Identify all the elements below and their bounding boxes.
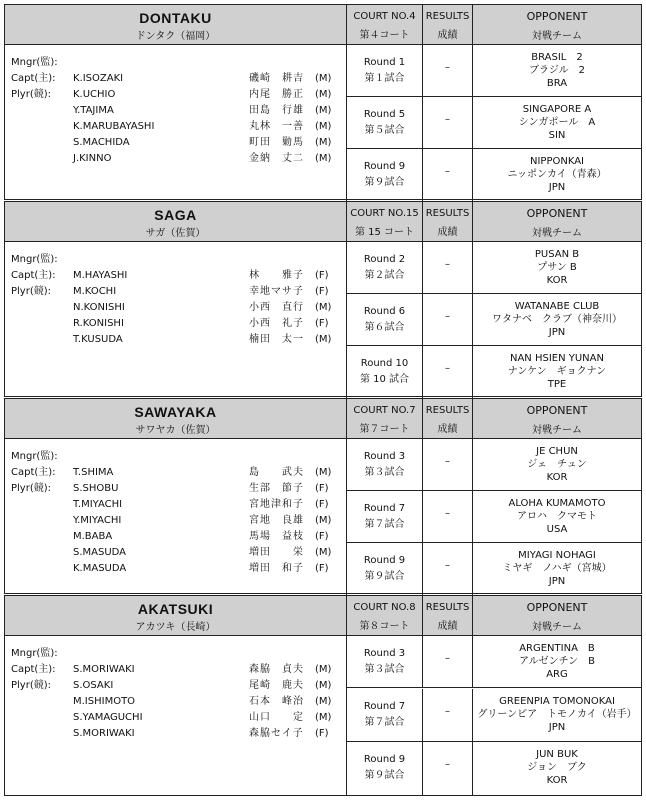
opponent-name-jp: グリーンピア トモノカイ（岩手）	[477, 709, 637, 720]
result-cell: –	[423, 543, 473, 595]
round-label: Round 3	[363, 451, 406, 462]
round-cell	[347, 242, 423, 293]
opponent-header	[473, 5, 641, 44]
opponent-cell	[473, 439, 641, 490]
member-sex: (M)	[315, 121, 332, 132]
member-name-jp: 石本 峰治	[249, 696, 304, 707]
match-row	[347, 543, 641, 595]
match-row	[347, 45, 641, 97]
opponent-cell	[473, 636, 641, 687]
team-name: AKATSUKI	[137, 601, 214, 617]
opponent-name: BRASIL 2	[531, 52, 583, 63]
round-label: Round 6	[363, 306, 406, 317]
opponent-header	[473, 399, 641, 438]
role-manager: Mngr(監):	[11, 57, 58, 68]
member-sex: (F)	[315, 531, 329, 542]
opponent-name: NAN HSIEN YUNAN	[509, 353, 604, 364]
opponent-name: PUSAN B	[534, 249, 580, 260]
role-captain: Capt(主):	[11, 270, 56, 281]
member-sex: (M)	[315, 680, 332, 691]
opponent-name: ALOHA KUMAMOTO	[508, 498, 606, 509]
member-name: K.MARUBAYASHI	[73, 121, 155, 132]
member-name-jp: 山口 定	[249, 712, 304, 723]
opponent-cell	[473, 97, 641, 148]
member-sex: (M)	[315, 664, 332, 675]
match-row	[347, 742, 641, 795]
results-label-jp: 成績	[437, 227, 458, 238]
member-row	[73, 87, 341, 103]
round-label: Round 9	[363, 555, 406, 566]
member-name: N.KONISHI	[73, 302, 125, 313]
opponent-name-jp: ニッポンカイ（青森）	[507, 169, 607, 180]
member-name: Y.TAJIMA	[73, 105, 114, 116]
member-name-jp: 宮地 良雄	[249, 515, 304, 526]
results-header	[423, 202, 473, 241]
member-sex: (F)	[315, 286, 329, 297]
member-name: M.BABA	[73, 531, 113, 542]
team-name-jp: サガ（佐賀）	[145, 228, 206, 239]
round-label: Round 7	[363, 701, 406, 712]
opponent-label: OPPONENT	[526, 207, 588, 220]
member-sex: (M)	[315, 73, 332, 84]
team-body	[5, 636, 641, 795]
match-list	[347, 439, 641, 595]
opponent-country: JPN	[548, 182, 566, 193]
member-list	[5, 45, 347, 201]
opponent-cell	[473, 742, 641, 795]
member-name-jp: 小西 直行	[249, 302, 304, 313]
role-labels	[11, 55, 58, 103]
round-cell	[347, 439, 423, 490]
round-label-jp: 第２試合	[364, 270, 405, 281]
member-name: T.MIYACHI	[73, 499, 123, 510]
member-name-jp: 幸地マサ子	[249, 286, 304, 297]
court-label-jp: 第 15 コート	[354, 227, 415, 238]
court-label: COURT NO.7	[353, 405, 416, 416]
round-cell	[347, 149, 423, 201]
results-label: RESULTS	[425, 405, 470, 416]
court-cell	[347, 5, 423, 44]
role-player: Plyr(競):	[11, 483, 52, 494]
opponent-name-jp: ミヤギ ノハギ（宮城）	[502, 563, 612, 574]
member-list	[5, 242, 347, 398]
member-name-jp: 田島 行雄	[249, 105, 304, 116]
member-row	[73, 678, 341, 694]
result-cell: –	[423, 689, 473, 741]
round-cell	[347, 543, 423, 595]
role-labels	[11, 252, 58, 300]
member-sex: (M)	[315, 696, 332, 707]
court-cell	[347, 596, 423, 635]
opponent-name: SINGAPORE A	[522, 104, 592, 115]
team-header	[5, 202, 641, 242]
member-row	[73, 316, 341, 332]
role-manager: Mngr(監):	[11, 254, 58, 265]
round-label-jp: 第６試合	[364, 322, 405, 333]
member-sex: (M)	[315, 153, 332, 164]
round-label-jp: 第７試合	[364, 519, 405, 530]
team-name-cell	[5, 596, 347, 635]
member-name-jp: 丸林 一善	[249, 121, 304, 132]
opponent-name: ARGENTINA B	[519, 643, 595, 654]
team-name: SAGA	[154, 207, 197, 223]
round-cell	[347, 491, 423, 542]
opponent-name-jp: アロハ クマモト	[517, 511, 597, 522]
role-captain: Capt(主):	[11, 664, 56, 675]
role-player: Plyr(競):	[11, 89, 52, 100]
opponent-country: USA	[546, 524, 568, 535]
court-cell	[347, 202, 423, 241]
result-cell: –	[423, 97, 473, 148]
team-block-1	[4, 201, 642, 397]
member-sex: (M)	[315, 467, 332, 478]
team-name: DONTAKU	[139, 10, 212, 26]
opponent-country: ARG	[546, 669, 568, 680]
member-sex: (F)	[315, 483, 329, 494]
opponent-country: JPN	[548, 327, 566, 338]
member-sex: (F)	[315, 728, 329, 739]
match-list	[347, 242, 641, 398]
member-row	[73, 71, 341, 87]
opponent-country: KOR	[546, 775, 568, 786]
member-name-jp: 馬場 益枝	[249, 531, 304, 542]
result-cell: –	[423, 491, 473, 542]
team-name-cell	[5, 202, 347, 241]
team-body	[5, 45, 641, 201]
team-header	[5, 596, 641, 636]
match-row	[347, 346, 641, 398]
round-label-jp: 第９試合	[364, 571, 405, 582]
opponent-label-jp: 対戦チーム	[532, 228, 582, 239]
team-body	[5, 242, 641, 398]
member-sex: (M)	[315, 89, 332, 100]
member-row	[73, 119, 341, 135]
opponent-name-jp: シンガポール A	[518, 117, 596, 128]
member-name-jp: 増田 和子	[249, 563, 304, 574]
result-cell: –	[423, 636, 473, 687]
member-row	[73, 300, 341, 316]
role-manager: Mngr(監):	[11, 648, 58, 659]
opponent-label: OPPONENT	[526, 404, 588, 417]
member-name: K.UCHIO	[73, 89, 116, 100]
opponent-cell	[473, 346, 641, 398]
opponent-label: OPPONENT	[526, 601, 588, 614]
role-captain: Capt(主):	[11, 467, 56, 478]
round-cell	[347, 294, 423, 345]
match-row	[347, 439, 641, 491]
member-name-jp: 小西 礼子	[249, 318, 304, 329]
opponent-country: TPE	[547, 379, 567, 390]
match-row	[347, 294, 641, 346]
court-label: COURT NO.8	[353, 602, 416, 613]
member-name: S.YAMAGUCHI	[73, 712, 143, 723]
match-row	[347, 149, 641, 201]
results-label: RESULTS	[425, 11, 470, 22]
opponent-name-jp: ワタナベ クラブ（神奈川）	[492, 314, 622, 325]
result-cell: –	[423, 294, 473, 345]
court-cell	[347, 399, 423, 438]
opponent-cell	[473, 242, 641, 293]
team-block-3	[4, 595, 642, 796]
round-label: Round 10	[360, 358, 409, 369]
match-list	[347, 45, 641, 201]
results-label-jp: 成績	[437, 424, 458, 435]
member-sex: (F)	[315, 499, 329, 510]
result-cell: –	[423, 242, 473, 293]
opponent-label-jp: 対戦チーム	[532, 622, 582, 633]
results-header	[423, 399, 473, 438]
member-name: S.SHOBU	[73, 483, 119, 494]
member-name: S.OSAKI	[73, 680, 114, 691]
opponent-header	[473, 202, 641, 241]
round-label-jp: 第 10 試合	[359, 374, 410, 385]
match-row	[347, 491, 641, 543]
results-header	[423, 5, 473, 44]
role-player: Plyr(競):	[11, 286, 52, 297]
match-row	[347, 242, 641, 294]
round-cell	[347, 346, 423, 398]
opponent-cell	[473, 689, 641, 741]
member-row	[73, 694, 341, 710]
member-row	[73, 662, 341, 678]
member-name: M.HAYASHI	[73, 270, 128, 281]
member-sex: (M)	[315, 547, 332, 558]
member-name-jp: 町田 勦馬	[249, 137, 304, 148]
round-label: Round 3	[363, 648, 406, 659]
opponent-country: KOR	[546, 275, 568, 286]
member-name-jp: 増田 栄	[249, 547, 304, 558]
member-row	[73, 561, 341, 577]
team-name-cell	[5, 5, 347, 44]
team-name-cell	[5, 399, 347, 438]
member-name-jp: 金納 丈二	[249, 153, 304, 164]
opponent-country: BRA	[546, 78, 568, 89]
round-label-jp: 第９試合	[364, 770, 405, 781]
member-name: M.ISHIMOTO	[73, 696, 136, 707]
member-sex: (F)	[315, 563, 329, 574]
role-manager: Mngr(監):	[11, 451, 58, 462]
member-name-jp: 尾崎 鹿夫	[249, 680, 304, 691]
round-cell	[347, 742, 423, 795]
member-list	[5, 439, 347, 595]
opponent-cell	[473, 294, 641, 345]
member-name: T.SHIMA	[73, 467, 114, 478]
result-cell: –	[423, 149, 473, 201]
member-name-jp: 内尾 勝正	[249, 89, 304, 100]
team-name-jp: アカツキ（長崎）	[135, 622, 216, 633]
member-row	[73, 151, 341, 167]
member-sex: (M)	[315, 137, 332, 148]
member-row	[73, 529, 341, 545]
match-row	[347, 97, 641, 149]
member-sex: (M)	[315, 334, 332, 345]
member-name: K.ISOZAKI	[73, 73, 124, 84]
results-label-jp: 成績	[437, 30, 458, 41]
member-name: S.MORIWAKI	[73, 664, 135, 675]
member-row	[73, 710, 341, 726]
member-name: J.KINNO	[73, 153, 112, 164]
role-labels	[11, 646, 58, 694]
member-name: T.KUSUDA	[73, 334, 123, 345]
court-label: COURT NO.15	[350, 208, 419, 219]
opponent-name: GREENPIA TOMONOKAI	[499, 696, 615, 707]
opponent-country: KOR	[546, 472, 568, 483]
opponent-name-jp: アルゼンチン B	[519, 656, 595, 667]
match-row	[347, 636, 641, 688]
member-row	[73, 545, 341, 561]
round-label-jp: 第３試合	[364, 664, 405, 675]
team-body	[5, 439, 641, 595]
results-label: RESULTS	[425, 602, 470, 613]
member-sex: (M)	[315, 105, 332, 116]
opponent-name: JE CHUN	[536, 446, 578, 457]
round-label: Round 9	[363, 161, 406, 172]
opponent-name: MIYAGI NOHAGI	[518, 550, 596, 561]
member-name: S.MACHIDA	[73, 137, 130, 148]
round-label: Round 1	[363, 57, 406, 68]
opponent-label: OPPONENT	[526, 10, 588, 23]
court-label-jp: 第８コート	[359, 621, 410, 632]
member-name-jp: 楠田 太一	[249, 334, 304, 345]
member-sex: (M)	[315, 712, 332, 723]
member-sex: (M)	[315, 302, 332, 313]
round-label: Round 7	[363, 503, 406, 514]
opponent-name: NIPPONKAI	[529, 156, 584, 167]
round-label: Round 5	[363, 109, 406, 120]
opponent-name: JUN BUK	[536, 749, 578, 760]
member-row	[73, 332, 341, 348]
opponent-name: WATANABE CLUB	[514, 301, 600, 312]
member-row	[73, 465, 341, 481]
round-cell	[347, 689, 423, 741]
member-row	[73, 497, 341, 513]
role-captain: Capt(主):	[11, 73, 56, 84]
team-name-jp: サワヤカ（佐賀）	[135, 425, 216, 436]
round-label-jp: 第７試合	[364, 717, 405, 728]
result-cell: –	[423, 439, 473, 490]
court-label-jp: 第７コート	[359, 424, 410, 435]
team-name-jp: ドンタク（福岡）	[135, 31, 216, 42]
opponent-name-jp: ブラジル 2	[528, 65, 586, 76]
member-name-jp: 宮地津和子	[249, 499, 304, 510]
member-name-jp: 磯崎 耕吉	[249, 73, 304, 84]
results-label-jp: 成績	[437, 621, 458, 632]
opponent-name-jp: ジョン ブク	[527, 762, 587, 773]
opponent-country: JPN	[548, 576, 566, 587]
member-row	[73, 481, 341, 497]
opponent-label-jp: 対戦チーム	[532, 425, 582, 436]
round-cell	[347, 97, 423, 148]
member-name-jp: 森脇 貞夫	[249, 664, 304, 675]
role-labels	[11, 449, 58, 497]
member-name: S.MASUDA	[73, 547, 127, 558]
results-label: RESULTS	[425, 208, 470, 219]
round-cell	[347, 45, 423, 96]
result-cell: –	[423, 742, 473, 795]
court-label-jp: 第４コート	[359, 30, 410, 41]
member-row	[73, 135, 341, 151]
member-name-jp: 林 雅子	[249, 270, 304, 281]
member-name: Y.MIYACHI	[73, 515, 122, 526]
result-cell: –	[423, 45, 473, 96]
round-label: Round 9	[363, 754, 406, 765]
opponent-header	[473, 596, 641, 635]
member-sex: (F)	[315, 318, 329, 329]
court-label: COURT NO.4	[353, 11, 416, 22]
opponent-country: SIN	[548, 130, 566, 141]
round-label-jp: 第５試合	[364, 125, 405, 136]
member-row	[73, 513, 341, 529]
team-block-0	[4, 4, 642, 200]
member-name: K.MASUDA	[73, 563, 127, 574]
team-block-2	[4, 398, 642, 594]
team-header	[5, 5, 641, 45]
team-name: SAWAYAKA	[134, 404, 217, 420]
member-list	[5, 636, 347, 795]
member-name: S.MORIWAKI	[73, 728, 135, 739]
role-player: Plyr(競):	[11, 680, 52, 691]
opponent-cell	[473, 45, 641, 96]
round-label: Round 2	[363, 254, 406, 265]
opponent-cell	[473, 149, 641, 201]
member-name-jp: 森脇セイ子	[249, 728, 304, 739]
results-header	[423, 596, 473, 635]
opponent-country: JPN	[548, 722, 566, 733]
member-sex: (M)	[315, 515, 332, 526]
round-label-jp: 第９試合	[364, 177, 405, 188]
member-row	[73, 103, 341, 119]
team-header	[5, 399, 641, 439]
opponent-cell	[473, 543, 641, 595]
member-row	[73, 268, 341, 284]
member-sex: (F)	[315, 270, 329, 281]
match-row	[347, 689, 641, 742]
opponent-label-jp: 対戦チーム	[532, 31, 582, 42]
round-label-jp: 第１試合	[364, 73, 405, 84]
opponent-name-jp: ナンケン ギョクナン	[507, 366, 607, 377]
member-row	[73, 726, 341, 742]
member-row	[73, 284, 341, 300]
opponent-cell	[473, 491, 641, 542]
member-name: M.KOCHI	[73, 286, 117, 297]
member-name-jp: 島 武夫	[249, 467, 304, 478]
opponent-name-jp: プサン B	[537, 262, 577, 273]
member-name: R.KONISHI	[73, 318, 124, 329]
match-list	[347, 636, 641, 795]
round-cell	[347, 636, 423, 687]
opponent-name-jp: ジェ チュン	[527, 459, 587, 470]
result-cell: –	[423, 346, 473, 398]
round-label-jp: 第３試合	[364, 467, 405, 478]
member-name-jp: 生部 節子	[249, 483, 304, 494]
